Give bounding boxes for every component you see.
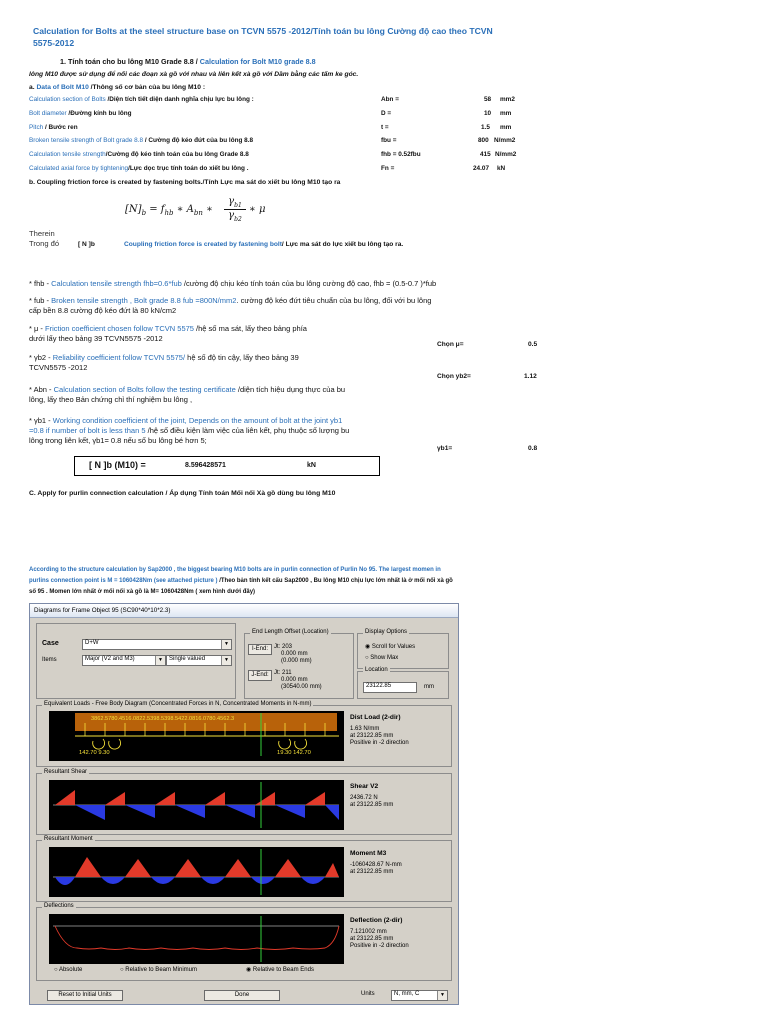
- iend-joint: Jt: 203: [274, 644, 293, 650]
- case-select[interactable]: D+W ▼: [82, 639, 232, 650]
- done-button[interactable]: Done: [204, 990, 280, 1001]
- deflections-group: Deflections: [36, 907, 452, 981]
- therein-label: Therein: [29, 229, 55, 238]
- section-1-heading: 1. Tính toán cho bu lông M10 Grade 8.8 / Calculation for Bolt M10 grade 8.8: [60, 57, 316, 66]
- show-max-radio[interactable]: ○ Show Max: [365, 655, 399, 661]
- dist-load-info: Dist Load (2-dir) 1.63 N/mm at 23122.85 mm Positive in -2 direction: [350, 714, 409, 746]
- data-row: Bolt diameter /Đường kính bu lông D = 10 mm: [29, 109, 512, 117]
- location-group: Location 23122.85 mm: [357, 671, 449, 699]
- display-options-group: Display Options ◉ Scroll for Values ○ Show Max: [357, 633, 449, 669]
- window-title: Diagrams for Frame Object 95 (SC90*40*10*2.3): [30, 604, 458, 618]
- diagrams-window: [29, 603, 459, 1005]
- def-yb2: * γb2 - Reliability coefficient follow TCVN 5575/ hệ số độ tin cậy, lấy theo bảng 39 TCVN5575 -2012: [29, 353, 299, 372]
- location-input[interactable]: 23122.85: [363, 682, 417, 693]
- moment-info: Moment M3 -1060428.67 N-mm at 23122.85 mm: [350, 850, 402, 875]
- iend-length-abs: (0.000 mm): [281, 658, 312, 664]
- friction-formula: $[N]_b = f_{hb}$ ∗ $A_{bn}$ ∗ $\gamma_{b1}$ $\gamma_{b2}$ ∗ μ: [125, 196, 266, 223]
- nb-label: [ N ]b: [78, 241, 95, 248]
- yb1-value: 0.8: [528, 445, 538, 452]
- shear-group: Resultant Shear: [36, 773, 452, 835]
- def-fub: * fub - Broken tensile strength , Bolt grade 8.8 fub =800N/mm2. cường độ kéo đứt tiêu chuẩn của bu lông, đối với bu lông cấp bền 8.8 cường độ kéo đứt là 80 kN/cm2: [29, 296, 432, 315]
- result-box: [74, 456, 380, 476]
- moment-group: Resultant Moment: [36, 840, 452, 902]
- chevron-down-icon: ▼: [437, 991, 447, 1000]
- choose-mu-label: Chọn μ=: [437, 341, 464, 348]
- yb1-label: γb1=: [437, 445, 453, 452]
- choose-mu-value: 0.5: [528, 341, 538, 348]
- trong-do-label: Trong đó: [29, 239, 60, 248]
- data-row: Broken tensile strength of Bolt grade 8.8 / Cường độ kéo đứt của bu lông 8.8 fbu = 800 N/mm2: [29, 137, 516, 145]
- relative-ends-radio[interactable]: ◉ Relative to Beam Ends: [246, 967, 314, 973]
- scroll-values-radio[interactable]: ◉ Scroll for Values: [365, 644, 416, 650]
- data-row: Calculation tensile strength/Cường độ kéo tính toán của bu lông Grade 8.8 fhb = 0.52fbu 415 N/mm2: [29, 151, 517, 159]
- absolute-radio[interactable]: ○ Absolute: [54, 967, 83, 973]
- jend-length-abs: (30540.00 mm): [281, 684, 322, 690]
- reset-units-button[interactable]: Reset to Initial Units: [47, 990, 123, 1001]
- def-yb1: * γb1 - Working condition coefficient of the joint, Depends on the amount of bolt at the joint yb1 =0.8 if number of bolt is less than 5 /hệ số điều kiện làm việc của liên kết, phụ thuộc số lượng bu lông trong liên kết, γb1= 0.8 nếu số bu lông bé hơn 5;: [29, 416, 350, 445]
- def-mu: * μ - Friction coefficient chosen follow TCVN 5575 /hệ số ma sát, lấy theo bảng phía dưới lấy theo bảng 39 TCVN5575 -2012: [29, 324, 307, 343]
- case-group: [36, 623, 236, 699]
- right-support-values: 19.30 142.70: [277, 750, 311, 756]
- chevron-down-icon: ▼: [221, 656, 231, 665]
- equivalent-loads-group: Equivalent Loads - Free Body Diagram (Concentrated Forces in N, Concentrated Moments in N-mm): [36, 705, 452, 767]
- iend-length: 0.000 mm: [281, 651, 308, 657]
- data-row: Calculation section of Bolts /Diện tích tiết diện danh nghĩa chịu lực bu lông : Abn = 58 mm2: [29, 96, 515, 103]
- units-label: Units: [361, 991, 375, 997]
- units-select[interactable]: N, mm, C ▼: [391, 990, 448, 1001]
- location-unit: mm: [424, 684, 434, 690]
- result-unit: kN: [307, 462, 316, 469]
- relative-min-radio[interactable]: ○ Relative to Beam Minimum: [120, 967, 197, 973]
- choose-yb2-label: Chọn yb2=: [437, 373, 471, 380]
- moment-diagram: [49, 847, 344, 897]
- data-row: Pitch / Bước ren t = 1.5 mm: [29, 123, 512, 131]
- section-c-heading: C. Apply for purlin connection calculation / Áp dụng Tính toán Mối nối Xà gồ dùng bu lông M10: [29, 490, 336, 497]
- result-value: 8.596428571: [185, 462, 226, 469]
- def-fhb: * fhb - Calculation tensile strength fhb=0.6*fub /cường độ chịu kéo tính toán của bu lông cường độ cao, fhb = (0.5-0.7 )*fub: [29, 279, 437, 288]
- value-type-select[interactable]: Single valued ▼: [166, 655, 232, 666]
- load-values: 3862.5780.4516.0822.5398.5398.5422.0816.0780.4562.3: [91, 716, 235, 722]
- bolt-data-table: [29, 96, 539, 179]
- left-support-values: 142.70 9.30: [79, 750, 110, 756]
- chevron-down-icon: ▼: [155, 656, 165, 665]
- data-row: Calculated axial force by tightening/Lực dọc trục tính toán do xiết bu lông . Fn = 24.07 kN: [29, 164, 506, 172]
- items-label: Items: [42, 657, 57, 663]
- deflection-diagram: [49, 914, 344, 964]
- nb-description: Coupling friction force is created by fastening bolt/ Lực ma sát do lực xiết bu lông tạo ra.: [124, 241, 404, 248]
- def-abn: * Abn - Calculation section of Bolts follow the testing certificate /diện tích hiệu dụng thực của bu lông, lấy theo Bản chứng chỉ thí nghiệm bu lông ,: [29, 385, 346, 404]
- deflection-info: Deflection (2-dir) 7.121002 mm at 23122.85 mm Positive in -2 direction: [350, 917, 409, 949]
- shear-info: Shear V2 2436.72 N at 23122.85 mm: [350, 783, 394, 808]
- sap-paragraph: According to the structure calculation by Sap2000 , the biggest bearing M10 bolts are in purlin connection of Purlin No 95. The largest momen in purlins connection point is M = 1060428Nm (see attached picture ) /Theo bản tính kết cấu Sap2000 , Bu lông M10 chịu lực lớn nhất là ở mối nối xà gồ số 95 . Momen lớn nhất ở mối nối xà gồ là M= 1060428Nm ( xem hình dưới đây): [29, 567, 453, 595]
- load-diagram: [49, 711, 344, 761]
- jend-length: 0.000 mm: [281, 677, 308, 683]
- section-a-heading: a. Data of Bolt M10 /Thông số cơ bản của bu lông M10 :: [29, 84, 206, 91]
- section-b-heading: b. Coupling friction force is created by fastening bolts./Tính Lực ma sát do xiết bu lông M10 tạo ra: [29, 179, 341, 186]
- doc-title: Calculation for Bolts at the steel structure base on TCVN 5575 -2012/Tính toán bu lông Cường độ cao theo TCVN 5575-2012: [33, 26, 493, 48]
- items-select[interactable]: Major (V2 and M3) ▼: [82, 655, 166, 666]
- iend-button[interactable]: I-End:: [248, 644, 272, 655]
- jend-button[interactable]: J-End:: [248, 670, 272, 681]
- shear-diagram: [49, 780, 344, 830]
- intro-line: lông M10 được sử dụng để nối các đoạn xà gồ với nhau và liên kết xà gồ với Dầm bằng các tấm ke góc.: [29, 71, 359, 78]
- result-label: [ N ]b (M10) =: [89, 460, 146, 470]
- end-offset-group: End Length Offset (Location) I-End: Jt: 203 0.000 mm (0.000 mm) J-End: Jt: 211 0.000 mm (30540.00 mm): [244, 633, 354, 699]
- case-label: Case: [42, 640, 59, 647]
- choose-yb2-value: 1.12: [524, 373, 537, 380]
- chevron-down-icon: ▼: [221, 640, 231, 649]
- jend-joint: Jt: 211: [274, 670, 292, 676]
